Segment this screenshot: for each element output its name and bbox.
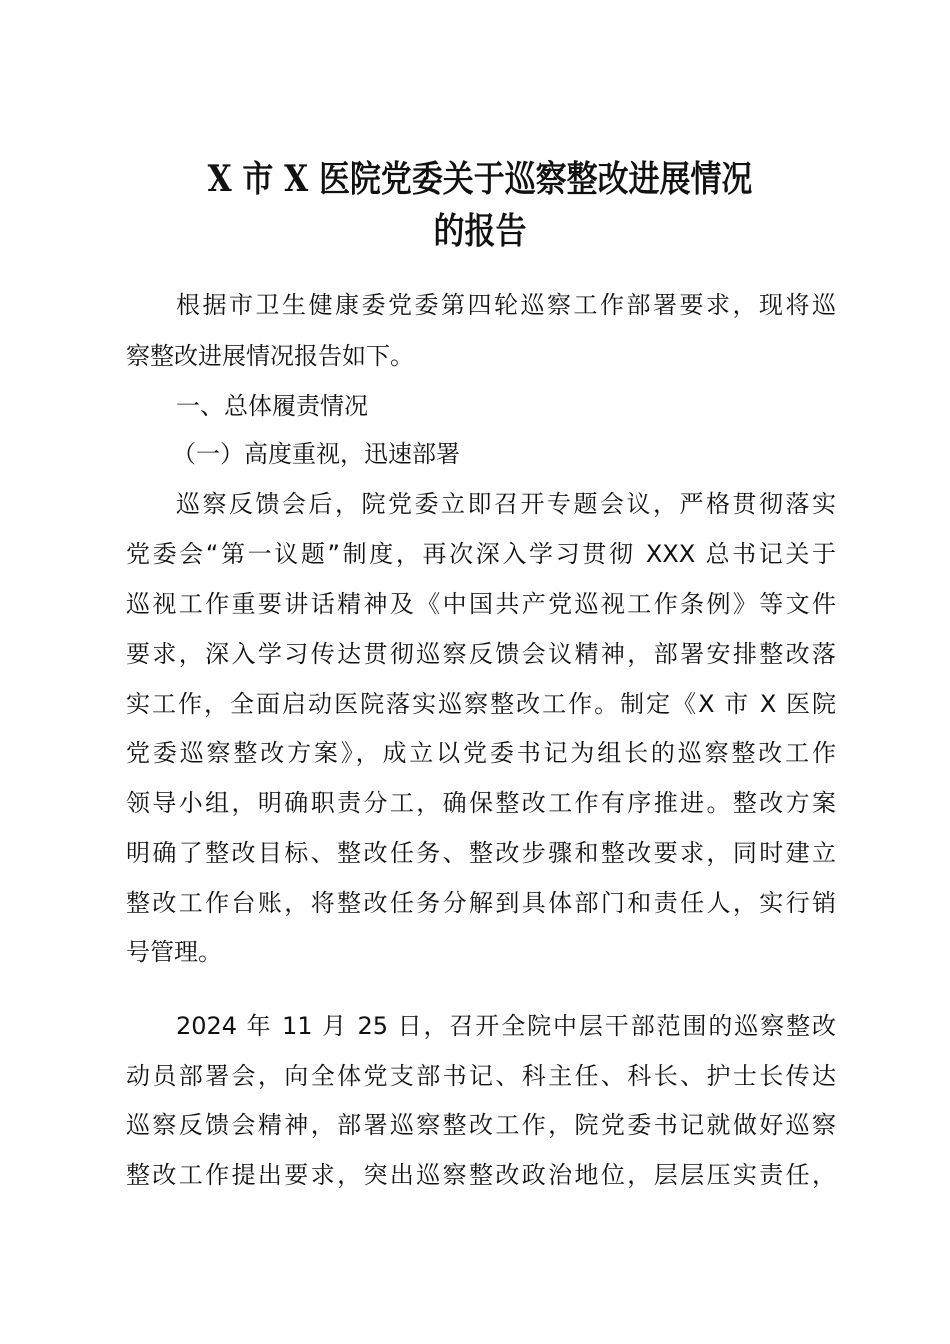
- paragraph-1-line: 要求，深入学习传达贯彻巡察反馈会议精神，部署安排整改落: [126, 640, 836, 668]
- paragraph-1-line: 整改工作台账，将整改任务分解到具体部门和责任人，实行销: [126, 889, 836, 917]
- paragraph-1-line: 明确了整改目标、整改任务、整改步骤和整改要求，同时建立: [126, 839, 836, 867]
- paragraph-1-line: 党委巡察整改方案》，成立以党委书记为组长的巡察整改工作: [126, 739, 836, 767]
- paragraph-1-line: 巡察反馈会后，院党委立即召开专题会议，严格贯彻落实: [176, 490, 836, 518]
- intro-line-2: 察整改进展情况报告如下。: [126, 342, 414, 370]
- paragraph-1-line: 巡视工作重要讲话精神及《中国共产党巡视工作条例》等文件: [126, 590, 836, 618]
- intro-line-1: 根据市卫生健康委党委第四轮巡察工作部署要求，现将巡: [176, 291, 836, 319]
- paragraph-2-line: 整改工作提出要求，突出巡察整改政治地位，层层压实责任，: [126, 1161, 836, 1189]
- paragraph-1-line: 领导小组，明确职责分工，确保整改工作有序推进。整改方案: [126, 789, 836, 817]
- paragraph-2-line: 动员部署会，向全体党支部书记、科主任、科长、护士长传达: [126, 1062, 836, 1090]
- section-heading: 一、总体履责情况: [176, 392, 368, 420]
- subsection-heading: （一）高度重视，迅速部署: [172, 440, 460, 468]
- paragraph-1-line: 实工作，全面启动医院落实巡察整改工作。制定《X 市 X 医院: [126, 690, 836, 718]
- paragraph-2-line: 巡察反馈会精神，部署巡察整改工作，院党委书记就做好巡察: [126, 1111, 836, 1139]
- document-title-line-2: 的报告: [433, 210, 527, 252]
- paragraph-1-line: 党委会“第一议题”制度，再次深入学习贯彻 XXX 总书记关于: [126, 540, 836, 568]
- paragraph-1-line: 号管理。: [126, 938, 222, 966]
- paragraph-2-line: 2024 年 11 月 25 日，召开全院中层干部范围的巡察整改: [176, 1012, 836, 1040]
- document-title-line-1: X 市 X 医院党委关于巡察整改进展情况: [207, 158, 753, 200]
